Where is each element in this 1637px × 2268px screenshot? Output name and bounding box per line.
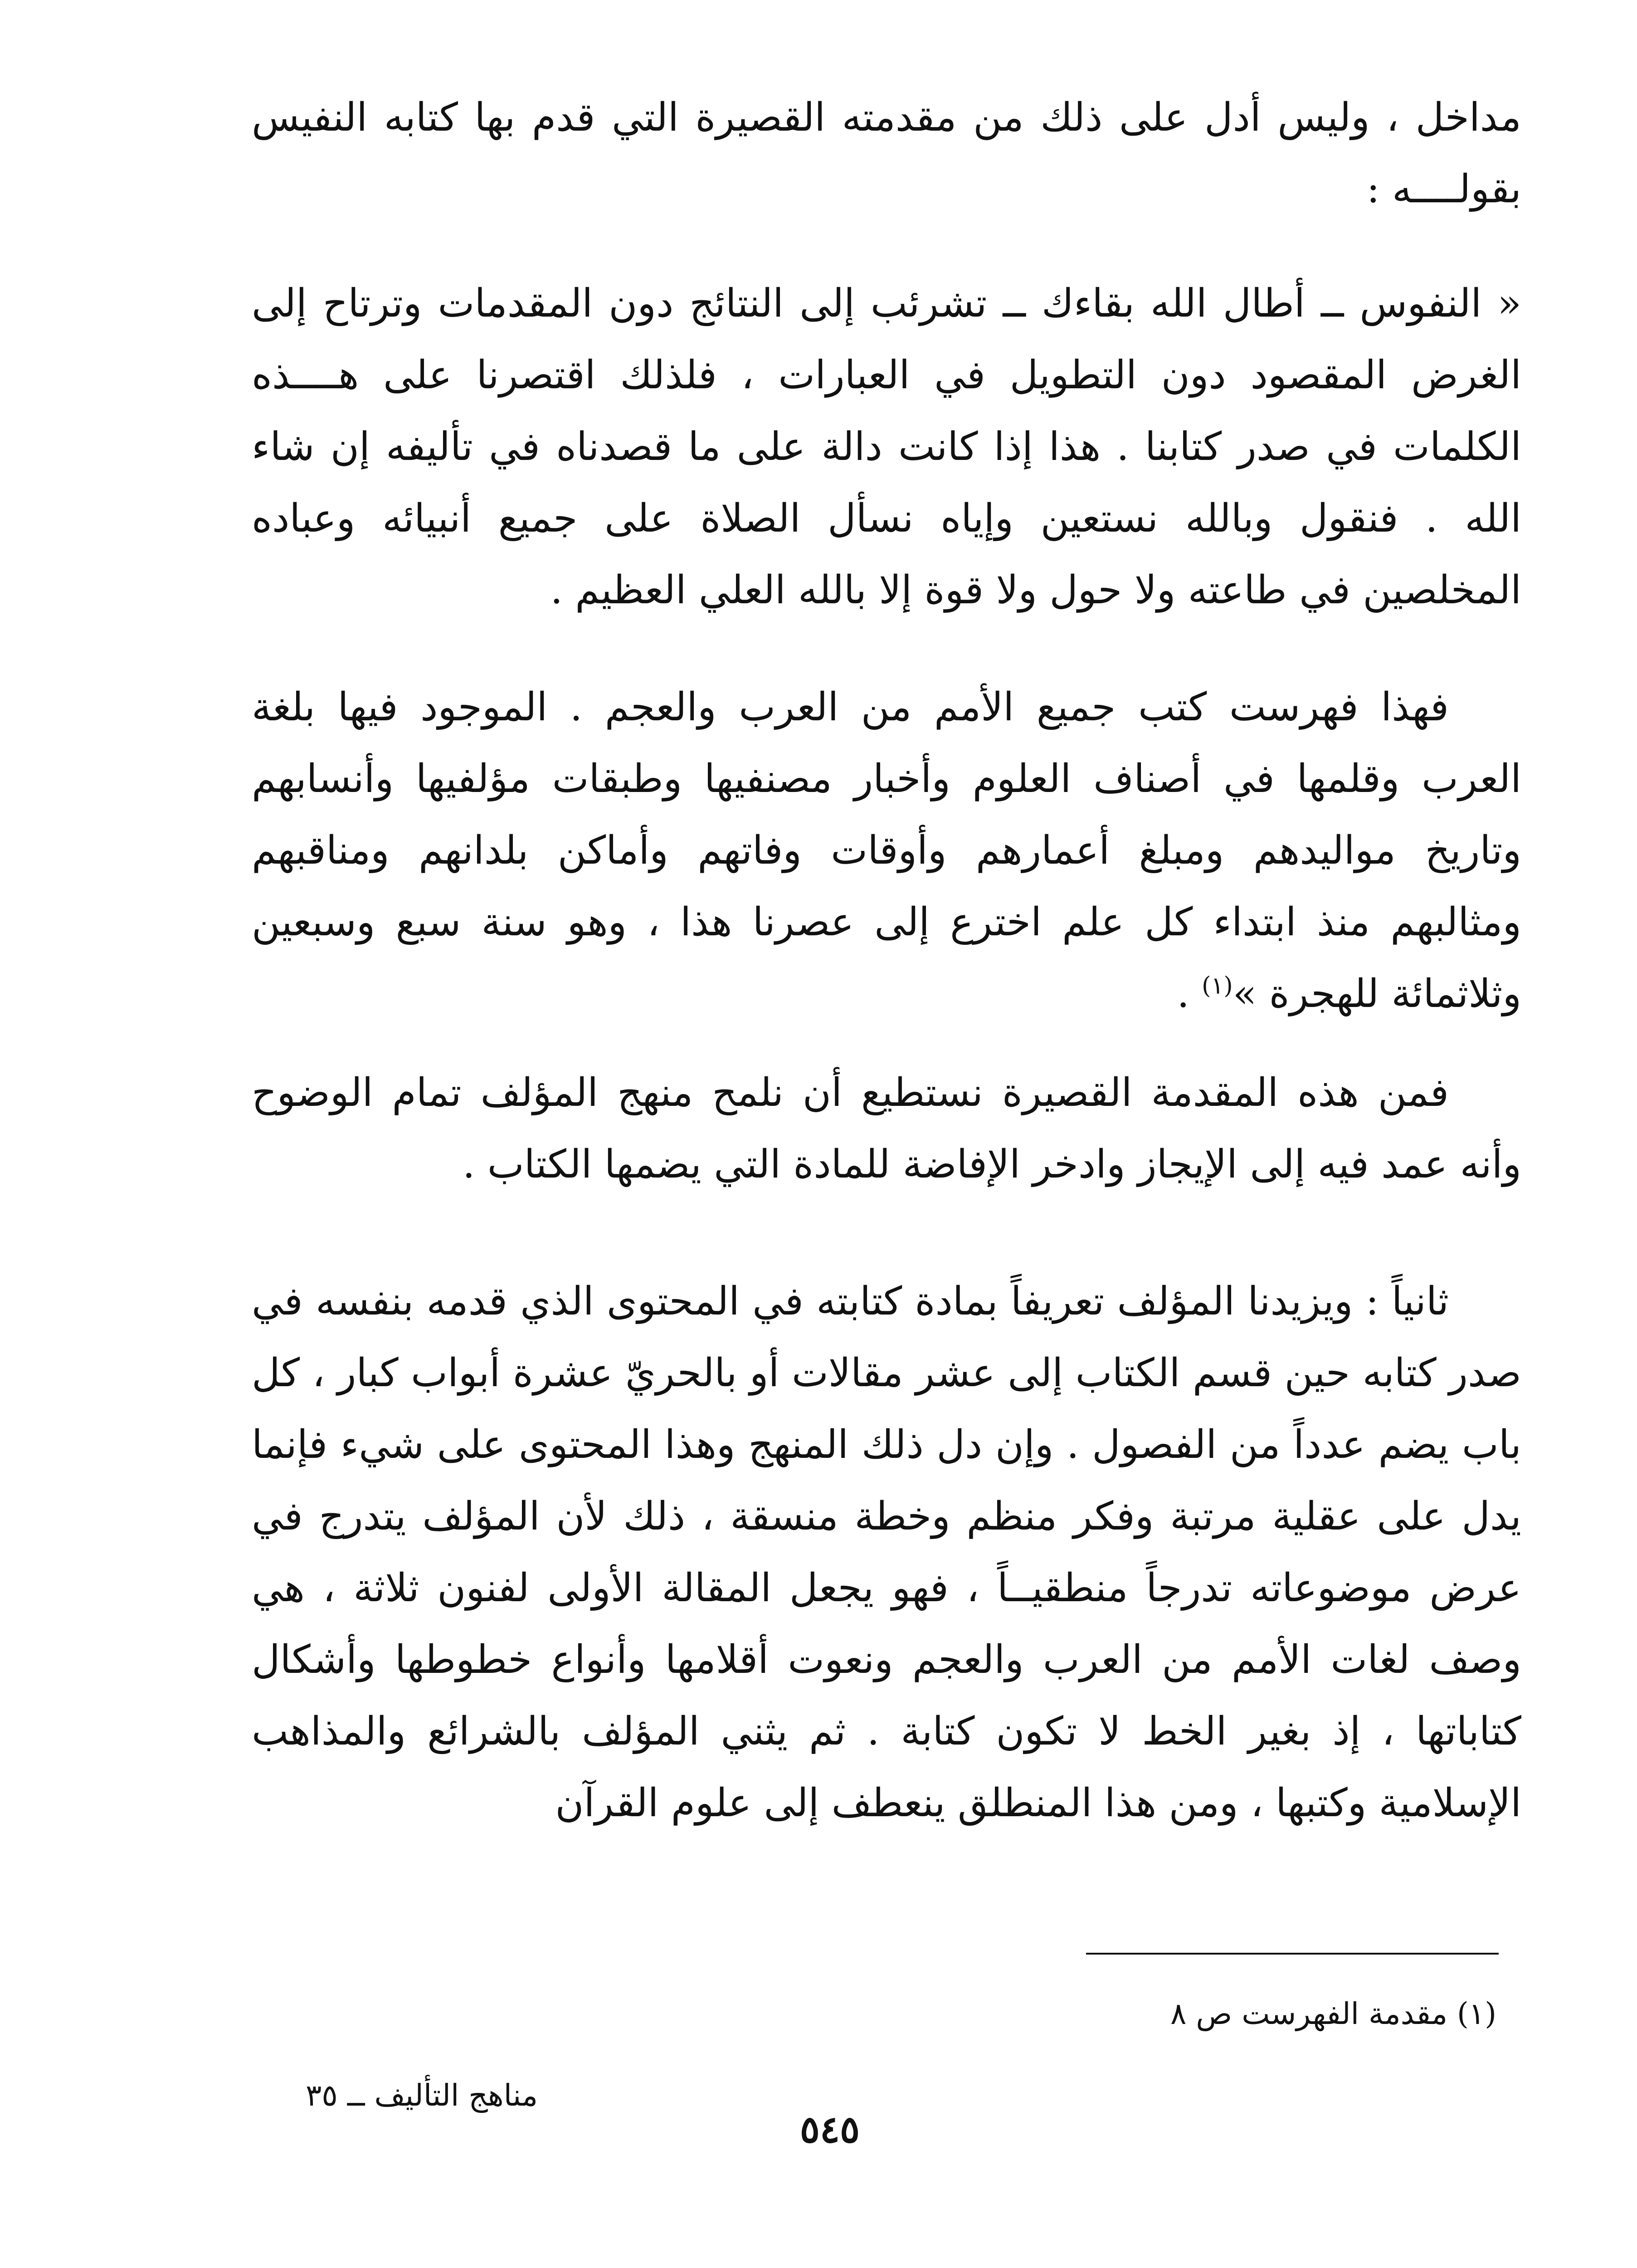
page-number: ٥٤٥	[799, 2108, 860, 2151]
quoted-paragraph-1	[252, 268, 1521, 626]
paragraph-text: فهذا فهرست كتب جميع الأمم من العرب والعجم . الموجود فيها بلغة العرب وقلمها في أصناف العلوم وأخبار مصنفيها وطبقات مؤلفيها وأنسابهم وتاريخ مواليدهم ومبلغ أعمارهم وأوقات وفاتهم وأماكن بلدانهم ومناقبهم ومثالبهم منذ ابتداء كل علم اخترع إلى عصرنا هذا ، وهو سنة سبع وسبعين وثلاثمائة للهجرة »	[252, 684, 1521, 1017]
paragraph-text: فمن هذه المقدمة القصيرة نستطيع أن نلمح منهج المؤلف تمام الوضوح وأنه عمد فيه إلى الإيجاز وادخر الإفاضة للمادة التي يضمها الكتاب .	[252, 1070, 1521, 1187]
paragraph-second-point	[252, 1266, 1521, 1839]
footnote: (١) مقدمة الفهرست ص ٨	[1170, 1996, 1496, 2031]
paragraph-text: ثانياً : ويزيدنا المؤلف تعريفاً بمادة كتابته في المحتوى الذي قدمه بنفسه في صدر كتابه حين قسم الكتاب إلى عشر مقالات أو بالحريّ عشرة أبواب كبار ، كل باب يضم عدداً من الفصول . وإن دل ذلك المنهج وهذا المحتوى على شيء فإنما يدل على عقلية مرتبة وفكر منظم وخطة منسقة ، ذلك لأن المؤلف يتدرج في عرض موضوعاته تدرجاً منطقيــاً ، فهو يجعل المقالة الأولى لفنون ثلاثة ، هي وصف لغات الأمم من العرب والعجم ونعوت أقلامها وأنواع خطوطها وأشكال كتاباتها ، إذ بغير الخط لا تكون كتابة . ثم يثني المؤلف بالشرائع والمذاهب الإسلامية وكتبها ، ومن هذا المنطلق ينعطف إلى علوم القرآن	[252, 1279, 1521, 1826]
quoted-paragraph-2: فهذا فهرست كتب جميع الأمم من العرب والعجم . الموجود فيها بلغة العرب وقلمها في أصناف العلوم وأخبار مصنفيها وطبقات مؤلفيها وأنسابهم وتاريخ مواليدهم ومبلغ أعمارهم وأوقات وفاتهم وأماكن بلدانهم ومناقبهم ومثالبهم منذ ابتداء كل علم اخترع إلى عصرنا هذا ، وهو سنة سبع وسبعين وثلاثمائة للهجرة »$^{(١)}$ .	[252, 684, 1521, 1017]
paragraph-text: مداخل ، وليس أدل على ذلك من مقدمته القصيرة التي قدم بها كتابه النفيس بقولــــه :	[252, 95, 1521, 212]
footnote-divider	[1086, 1953, 1499, 1955]
paragraph-text: « النفوس ــ أطال الله بقاءك ــ تشرئب إلى النتائج دون المقدمات وترتاح إلى الغرض المقصود دون التطويل في العبارات ، فلذلك اقتصرنا على هــــذه الكلمات في صدر كتابنا . هذا إذا كانت دالة على ما قصدناه في تأليفه إن شاء الله . فنقول وبالله نستعين وإياه نسأل الصلاة على جميع أنبيائه وعباده المخلصين في طاعته ولا حول ولا قوة إلا بالله العلي العظيم .	[252, 281, 1521, 613]
running-footer: مناهج التأليف ــ ٣٥	[305, 2078, 538, 2113]
footnote-reference: (١)	[1202, 972, 1233, 1000]
paragraph-analysis	[252, 1057, 1521, 1200]
paragraph-intro	[252, 82, 1521, 225]
